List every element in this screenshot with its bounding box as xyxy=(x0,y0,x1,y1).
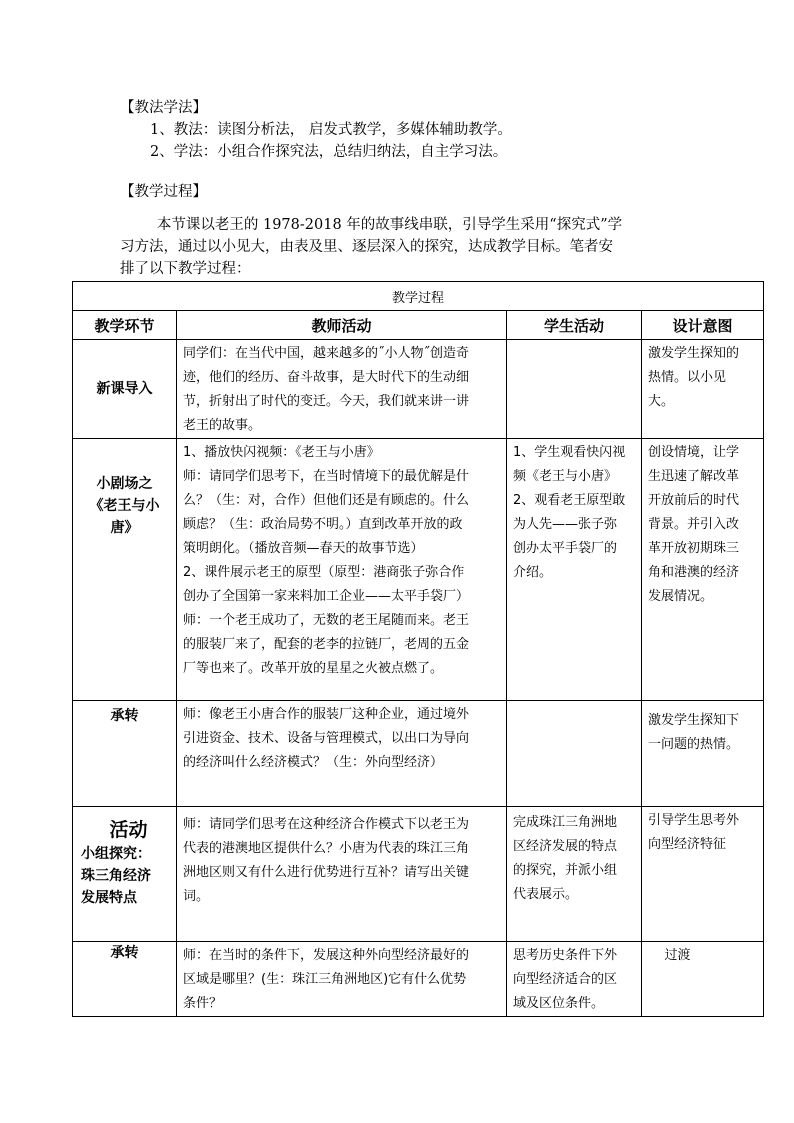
teacher-line: 师：在当时的条件下，发展这种外向型经济最好的 xyxy=(183,948,470,963)
intro-line: 本节课以老王的 1978-2018 年的故事线串联，引导学生采用“探究式”学 xyxy=(120,217,623,233)
teacher-cell xyxy=(177,942,507,1017)
teacher-line: 引进资金、技术、设备与管理模式，以出口为导向 xyxy=(183,731,470,746)
student-line: 向型经济适合的区 xyxy=(513,972,618,987)
stage-label: 小组探究： xyxy=(81,846,151,862)
stage-label: 新课导入 xyxy=(96,381,153,397)
student-line: 1、学生观看快闪视 xyxy=(513,445,626,460)
table-title: 教学过程 xyxy=(73,282,764,311)
process-heading: 【教学过程】 xyxy=(120,184,207,200)
intent-line: 引导学生思考外 xyxy=(648,813,740,828)
stage-cell xyxy=(73,340,177,439)
teacher-line: 策明朗化。（播放音频—春天的故事节选） xyxy=(183,541,424,556)
intent-line: 大。 xyxy=(648,394,675,409)
student-cell xyxy=(507,807,642,942)
student-line: 区经济发展的特点 xyxy=(513,839,618,854)
teacher-line: 代表的港澳地区提供什么？小唐为代表的珠江三角 xyxy=(183,841,470,856)
methods-heading: 【教法学法】 xyxy=(120,100,207,116)
student-line: 代表展示。 xyxy=(513,887,579,902)
teacher-line: 厂等也来了。改革开放的星星之火被点燃了。 xyxy=(183,661,444,676)
intent-line: 一问题的热情。 xyxy=(648,737,740,752)
methods-item-teaching: 1、教法：读图分析法， 启发式教学，多媒体辅助教学。 xyxy=(150,122,512,138)
stage-cell xyxy=(73,701,177,807)
teacher-line: 1、播放快闪视频：《老王与小唐》 xyxy=(183,445,380,460)
stage-label: 唐》 xyxy=(110,520,139,536)
intent-cell xyxy=(642,807,764,942)
teacher-line: 么？（生：对，合作）但他们还是有顾虑的。什么 xyxy=(183,493,470,508)
student-line: 的探究，并派小组 xyxy=(513,863,618,878)
intent-line: 向型经济特征 xyxy=(648,837,727,852)
methods-item-learning: 2、学法：小组合作探究法，总结归纳法，自主学习法。 xyxy=(150,144,508,160)
intent-line: 发展情况。 xyxy=(648,589,714,604)
intent-line: 过渡 xyxy=(648,948,691,963)
intent-line: 生迅速了解改革 xyxy=(648,469,740,484)
teacher-cell xyxy=(177,439,507,701)
student-line: 2、观看老王原型敢 xyxy=(513,493,626,508)
teacher-line: 师：请同学们思考下，在当时情境下的最优解是什 xyxy=(183,469,470,484)
teacher-cell xyxy=(177,701,507,807)
header-teacher: 教师活动 xyxy=(177,311,507,340)
table-row xyxy=(73,807,764,942)
header-stage: 教学环节 xyxy=(73,311,177,340)
intent-line: 热情。以小见 xyxy=(648,370,727,385)
stage-label: 《老王与小 xyxy=(89,498,160,514)
process-intro xyxy=(120,214,680,280)
intent-line: 创设情境，让学 xyxy=(648,445,740,460)
intro-line: 排了以下教学过程： xyxy=(120,261,251,277)
teacher-line: 节，折射出了时代的变迁。今天，我们就来讲一讲 xyxy=(183,394,470,409)
student-cell xyxy=(507,439,642,701)
table-row xyxy=(73,701,764,807)
table-row xyxy=(73,942,764,1017)
teacher-cell xyxy=(177,807,507,942)
stage-cell xyxy=(73,942,177,1017)
intro-line: 习方法，通过以小见大，由表及里、逐层深入的探究，达成教学目标。笔者安 xyxy=(120,239,613,255)
teacher-line: 条件？ xyxy=(183,996,223,1011)
intent-line: 激发学生探知的 xyxy=(648,346,740,361)
teacher-line: 老王的故事。 xyxy=(183,418,262,433)
teacher-line: 的服装厂来了，配套的老李的拉链厂，老周的五金 xyxy=(183,637,470,652)
table-row xyxy=(73,439,764,701)
teacher-line: 迹，他们的经历、奋斗故事，是大时代下的生动细 xyxy=(183,370,470,385)
student-line: 完成珠江三角洲地 xyxy=(513,815,618,830)
table-row xyxy=(73,340,764,439)
intent-line: 背景。并引入改 xyxy=(648,517,740,532)
intent-cell xyxy=(642,942,764,1017)
teacher-line: 同学们：在当代中国，越来越多的˝小人物˝创造奇 xyxy=(183,346,470,361)
stage-label: 珠三角经济 xyxy=(81,868,151,884)
stage-cell xyxy=(73,807,177,942)
teacher-cell xyxy=(177,340,507,439)
teacher-line: 师：请同学们思考在这种经济合作模式下以老王为 xyxy=(183,817,470,832)
student-cell xyxy=(507,942,642,1017)
teacher-line: 顾虑？（生：政治局势不明。）直到改革开放的政 xyxy=(183,517,463,532)
stage-label: 小剧场之 xyxy=(96,476,153,492)
intent-cell xyxy=(642,439,764,701)
intent-line: 开放前后的时代 xyxy=(648,493,740,508)
student-line: 域及区位条件。 xyxy=(513,996,605,1011)
student-line: 为人先——张子弥 xyxy=(513,517,618,532)
stage-label: 承转 xyxy=(110,945,139,961)
teacher-line: 区域是哪里？(生：珠江三角洲地区)它有什么优势 xyxy=(183,972,467,987)
student-line: 介绍。 xyxy=(513,565,553,580)
intent-line: 革开放初期珠三 xyxy=(648,541,740,556)
teacher-line: 2、课件展示老王的原型（原型：港商张子弥合作 xyxy=(183,565,465,580)
stage-label: 承转 xyxy=(110,708,139,724)
student-line: 频《老王与小唐》 xyxy=(513,469,618,484)
stage-label: 发展特点 xyxy=(81,890,137,906)
intent-cell xyxy=(642,701,764,807)
stage-cell xyxy=(73,439,177,701)
intent-cell xyxy=(642,340,764,439)
teacher-line: 词。 xyxy=(183,889,210,904)
header-intent: 设计意图 xyxy=(642,311,764,340)
teacher-line: 师：一个老王成功了，无数的老王尾随而来。老王 xyxy=(183,613,470,628)
student-cell xyxy=(507,701,642,807)
teacher-line: 创办了全国第一家来料加工企业——太平手袋厂） xyxy=(183,589,470,604)
teacher-line: 的经济叫什么经济模式？（生：外向型经济） xyxy=(183,755,444,770)
intent-line: 角和港澳的经济 xyxy=(648,565,740,580)
teaching-process-table xyxy=(72,281,764,1017)
student-line: 创办太平手袋厂的 xyxy=(513,541,618,556)
teacher-line: 洲地区则又有什么进行优势进行互补？请写出关键 xyxy=(183,865,470,880)
stage-big-label: 活动 xyxy=(109,819,148,841)
teacher-line: 师：像老王小唐合作的服装厂这种企业，通过境外 xyxy=(183,707,470,722)
intent-line: 激发学生探知下 xyxy=(648,713,740,728)
student-cell xyxy=(507,340,642,439)
student-line: 思考历史条件下外 xyxy=(513,948,618,963)
header-student: 学生活动 xyxy=(507,311,642,340)
